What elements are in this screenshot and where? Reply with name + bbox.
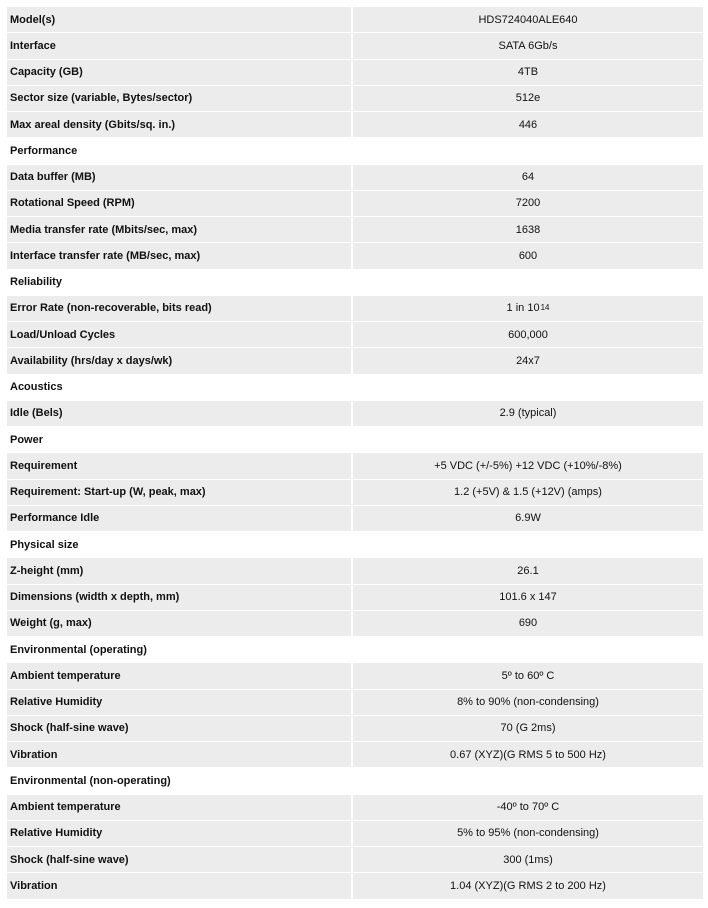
spec-value-text: -40º to 70º C bbox=[496, 801, 560, 814]
spec-label: Relative Humidity bbox=[7, 690, 353, 715]
spec-value-text: 1.04 (XYZ)(G RMS 2 to 200 Hz) bbox=[450, 879, 606, 892]
spec-label: Shock (half-sine wave) bbox=[7, 716, 353, 741]
section-heading-row bbox=[7, 768, 703, 794]
spec-table bbox=[7, 7, 703, 900]
spec-label: Media transfer rate (Mbits/sec, max) bbox=[7, 217, 353, 242]
spec-value-text: 446 bbox=[518, 118, 538, 131]
spec-value-text: 600,000 bbox=[508, 328, 548, 341]
spec-value bbox=[353, 217, 703, 242]
spec-value bbox=[353, 506, 703, 531]
spec-label: Interface transfer rate (MB/sec, max) bbox=[7, 243, 353, 268]
spec-value-text: 600 bbox=[518, 249, 538, 262]
spec-value bbox=[353, 585, 703, 610]
spec-row bbox=[7, 165, 703, 191]
spec-row bbox=[7, 296, 703, 322]
spec-label: Vibration bbox=[7, 873, 353, 898]
spec-row bbox=[7, 558, 703, 584]
spec-row bbox=[7, 401, 703, 427]
spec-row bbox=[7, 453, 703, 479]
spec-row bbox=[7, 7, 703, 33]
spec-value-text: 4TB bbox=[517, 66, 539, 79]
spec-value-text: 7200 bbox=[515, 197, 541, 210]
section-heading: Reliability bbox=[7, 270, 703, 295]
spec-value bbox=[353, 742, 703, 767]
spec-label: Data buffer (MB) bbox=[7, 165, 353, 190]
spec-row bbox=[7, 217, 703, 243]
spec-value-text: HDS724040ALE640 bbox=[478, 13, 578, 26]
spec-label: Capacity (GB) bbox=[7, 60, 353, 85]
spec-value-text: 101.6 x 147 bbox=[499, 591, 557, 604]
spec-row bbox=[7, 322, 703, 348]
spec-label: Model(s) bbox=[7, 7, 353, 32]
spec-value bbox=[353, 663, 703, 688]
spec-label: Ambient temperature bbox=[7, 795, 353, 820]
spec-row bbox=[7, 191, 703, 217]
spec-value bbox=[353, 112, 703, 137]
spec-label: Ambient temperature bbox=[7, 663, 353, 688]
section-heading: Environmental (non-operating) bbox=[7, 768, 703, 793]
spec-value bbox=[353, 243, 703, 268]
spec-value-text: 1638 bbox=[515, 223, 541, 236]
spec-label: Performance Idle bbox=[7, 506, 353, 531]
spec-value bbox=[353, 401, 703, 426]
spec-value-text: 300 (1ms) bbox=[503, 853, 553, 866]
spec-value-text: +5 VDC (+/-5%) +12 VDC (+10%/-8%) bbox=[434, 459, 622, 472]
spec-label: Interface bbox=[7, 33, 353, 58]
section-heading: Environmental (operating) bbox=[7, 637, 703, 662]
spec-label: Requirement: Start-up (W, peak, max) bbox=[7, 480, 353, 505]
spec-value-text: 1.2 (+5V) & 1.5 (+12V) (amps) bbox=[454, 486, 602, 499]
section-heading-row bbox=[7, 138, 703, 164]
spec-label: Weight (g, max) bbox=[7, 611, 353, 636]
spec-value bbox=[353, 322, 703, 347]
spec-value bbox=[353, 690, 703, 715]
spec-label: Dimensions (width x depth, mm) bbox=[7, 585, 353, 610]
spec-label: Requirement bbox=[7, 453, 353, 478]
spec-value-text: 24x7 bbox=[516, 354, 540, 367]
spec-row bbox=[7, 663, 703, 689]
spec-row bbox=[7, 716, 703, 742]
spec-label: Idle (Bels) bbox=[7, 401, 353, 426]
spec-value bbox=[353, 60, 703, 85]
spec-label: Availability (hrs/day x days/wk) bbox=[7, 348, 353, 373]
spec-value-text: 5º to 60º C bbox=[501, 669, 555, 682]
spec-row bbox=[7, 33, 703, 59]
spec-label: Shock (half-sine wave) bbox=[7, 847, 353, 872]
spec-value bbox=[353, 821, 703, 846]
spec-row bbox=[7, 611, 703, 637]
spec-value bbox=[353, 165, 703, 190]
spec-value-text: 8% to 90% (non-condensing) bbox=[457, 696, 599, 709]
spec-row bbox=[7, 742, 703, 768]
spec-value-text: 1 in 10 bbox=[506, 302, 540, 315]
section-heading-row bbox=[7, 375, 703, 401]
spec-label: Vibration bbox=[7, 742, 353, 767]
spec-row bbox=[7, 480, 703, 506]
spec-value bbox=[353, 348, 703, 373]
spec-row bbox=[7, 112, 703, 138]
spec-value-text: 0.67 (XYZ)(G RMS 5 to 500 Hz) bbox=[450, 748, 606, 761]
spec-label: Z-height (mm) bbox=[7, 558, 353, 583]
spec-value-text: 2.9 (typical) bbox=[499, 407, 557, 420]
spec-value bbox=[353, 7, 703, 32]
spec-value-text: 690 bbox=[518, 617, 538, 630]
spec-label: Sector size (variable, Bytes/sector) bbox=[7, 86, 353, 111]
spec-row bbox=[7, 690, 703, 716]
spec-value-text: 26.1 bbox=[517, 564, 539, 577]
spec-row bbox=[7, 821, 703, 847]
spec-value bbox=[353, 480, 703, 505]
spec-value bbox=[353, 847, 703, 872]
spec-value-text: 512e bbox=[515, 92, 541, 105]
section-heading: Physical size bbox=[7, 532, 703, 557]
section-heading: Power bbox=[7, 427, 703, 452]
spec-row bbox=[7, 873, 703, 899]
spec-label: Rotational Speed (RPM) bbox=[7, 191, 353, 216]
section-heading-row bbox=[7, 637, 703, 663]
spec-value bbox=[353, 873, 703, 898]
spec-value bbox=[353, 716, 703, 741]
spec-label: Error Rate (non-recoverable, bits read) bbox=[7, 296, 353, 321]
spec-value bbox=[353, 795, 703, 820]
spec-label: Max areal density (Gbits/sq. in.) bbox=[7, 112, 353, 137]
spec-row bbox=[7, 795, 703, 821]
spec-value bbox=[353, 86, 703, 111]
spec-value bbox=[353, 453, 703, 478]
section-heading-row bbox=[7, 532, 703, 558]
section-heading: Acoustics bbox=[7, 375, 703, 400]
spec-value-text: 70 (G 2ms) bbox=[500, 722, 556, 735]
spec-value: 1 in 10 14 bbox=[353, 296, 703, 321]
spec-row bbox=[7, 243, 703, 269]
spec-label: Load/Unload Cycles bbox=[7, 322, 353, 347]
spec-value-text: 6.9W bbox=[515, 512, 541, 525]
spec-value bbox=[353, 558, 703, 583]
spec-value-text: 64 bbox=[521, 171, 535, 184]
spec-label: Relative Humidity bbox=[7, 821, 353, 846]
section-heading-row bbox=[7, 270, 703, 296]
spec-value bbox=[353, 33, 703, 58]
spec-row bbox=[7, 585, 703, 611]
spec-value-text: 5% to 95% (non-condensing) bbox=[457, 827, 599, 840]
spec-value-text: SATA 6Gb/s bbox=[498, 39, 558, 52]
spec-row bbox=[7, 348, 703, 374]
spec-value bbox=[353, 191, 703, 216]
spec-value bbox=[353, 611, 703, 636]
spec-row bbox=[7, 847, 703, 873]
section-heading: Performance bbox=[7, 138, 703, 163]
spec-row bbox=[7, 506, 703, 532]
spec-row bbox=[7, 60, 703, 86]
spec-row bbox=[7, 86, 703, 112]
section-heading-row bbox=[7, 427, 703, 453]
